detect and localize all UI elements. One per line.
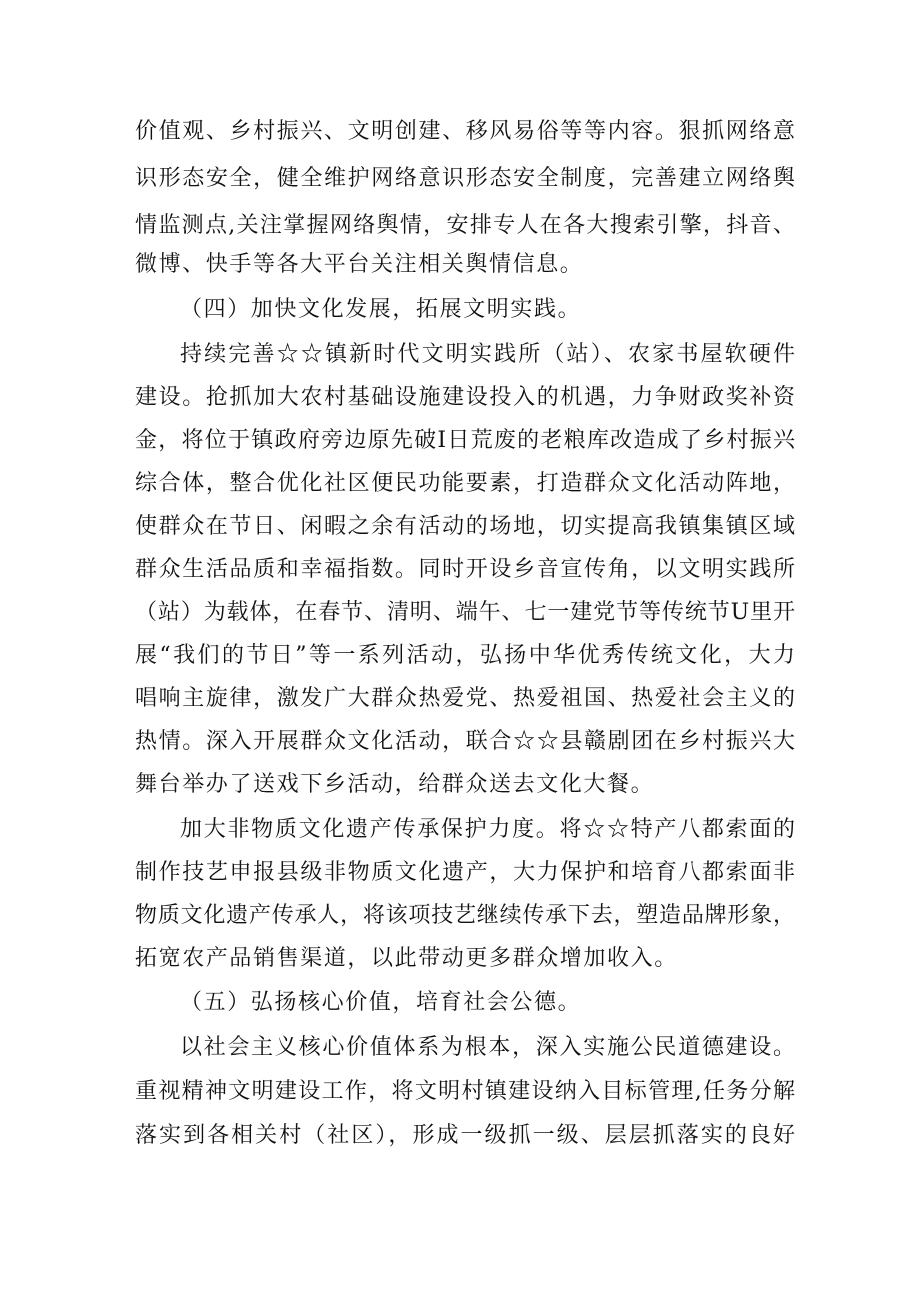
text-line: 舞台举办了送戏下乡活动，给群众送去文化大餐。 [135, 772, 655, 797]
text-line: 重视精神文明建设工作，将文明村镇建设纳入目标管理,任务分解 [135, 1079, 795, 1104]
text-line: 识形态安全，健全维护网络意识形态安全制度，完善建立网络舆 [135, 166, 795, 191]
text-line: 展“我们的节日”等一系列活动，弘扬中华优秀传统文化，大力 [135, 643, 795, 668]
text-line: 唱响主旋律，激发广大群众热爱党、热爱祖国、热爱社会主义的 [135, 686, 795, 711]
section-heading-4: （四）加快文化发展，拓展文明实践。 [180, 297, 582, 322]
text-line: 情监测点,关注掌握网络舆情，安排专人在各大搜索引擎，抖音、 [135, 213, 795, 238]
text-line: 拓宽农产品销售渠道，以此带动更多群众增加收入。 [135, 946, 678, 971]
text-line: 群众生活品质和幸福指数。同时开设乡音宣传角，以文明实践所 [135, 557, 795, 582]
paragraph-start: 持续完善☆☆镇新时代文明实践所（站）、农家书屋软硬件 [180, 342, 795, 367]
text-line: 物质文化遗产传承人，将该项技艺继续传承下去，塑造品牌形象， [135, 903, 795, 928]
paragraph-start: 加大非物质文化遗产传承保护力度。将☆☆特产八都索面的 [180, 817, 795, 842]
text-line: （站）为载体，在春节、清明、端午、七一建党节等传统节U里开 [135, 600, 795, 625]
section-heading-5: （五）弘扬核心价值，培育社会公德。 [180, 990, 582, 1015]
text-line: 金，将位于镇政府旁边原先破I日荒废的老粮库改造成了乡村振兴 [135, 428, 795, 453]
paragraph-start: 以社会主义核心价值体系为根本，深入实施公民道德建设。 [180, 1035, 795, 1060]
text-line: 价值观、乡村振兴、文明创建、移风易俗等等内容。狠抓网络意 [135, 119, 795, 144]
text-line: 制作技艺申报县级非物质文化遗产，大力保护和培育八都索面非 [135, 860, 795, 885]
text-line: 微博、快手等各大平台关注相关舆情信息。 [135, 252, 584, 277]
text-line: 落实到各相关村（社区），形成一级抓一级、层层抓落实的良好 [135, 1123, 795, 1148]
text-line: 建设。抢抓加大农村基础设施建设投入的机遇，力争财政奖补资 [135, 385, 795, 410]
text-line: 热情。深入开展群众文化活动，联合☆☆县赣剧团在乡村振兴大 [135, 729, 795, 754]
text-line: 使群众在节日、闲暇之余有活动的场地，切实提高我镇集镇区域 [135, 514, 795, 539]
text-line: 综合体，整合优化社区便民功能要素，打造群众文化活动阵地， [135, 471, 795, 496]
